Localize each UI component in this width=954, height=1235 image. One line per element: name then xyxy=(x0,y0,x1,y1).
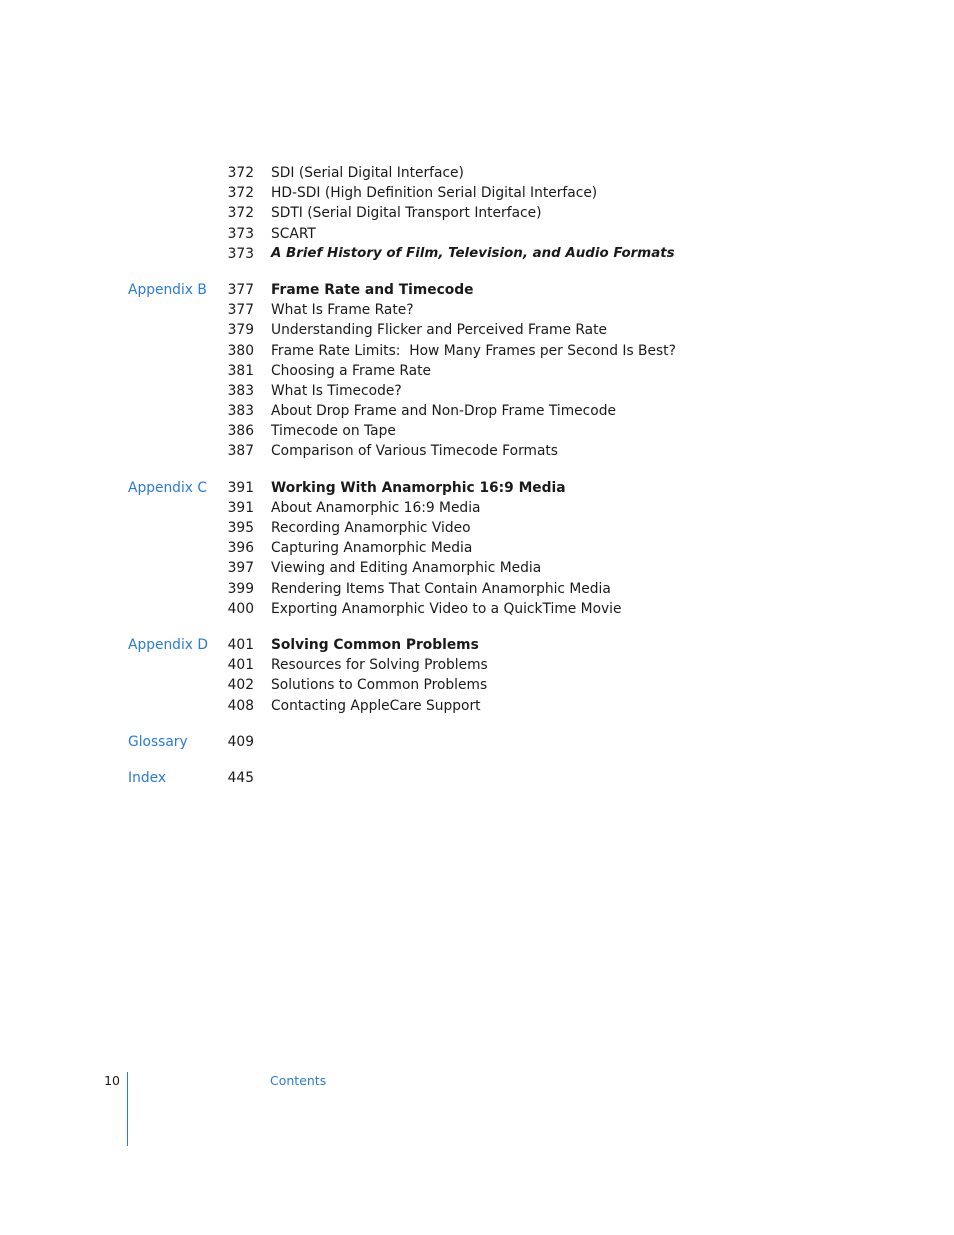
toc-entry[interactable] xyxy=(0,675,954,695)
toc-page-number: 402 xyxy=(227,677,254,694)
toc-entry[interactable] xyxy=(0,558,954,578)
toc-entry[interactable] xyxy=(0,696,954,716)
toc-entry[interactable] xyxy=(0,599,954,619)
toc-entry-title: A Brief History of Film, Television, and Audio Formats xyxy=(271,245,675,261)
toc-group-glossary xyxy=(0,732,954,752)
footer-divider xyxy=(127,1072,128,1146)
toc-group-continued xyxy=(0,163,954,264)
page-footer xyxy=(0,1070,954,1150)
toc-entry-title: Contacting AppleCare Support xyxy=(271,697,481,714)
toc-page-number: 401 xyxy=(227,636,254,653)
toc-entry-title: What Is Frame Rate? xyxy=(271,302,414,319)
index-link[interactable]: Index xyxy=(128,769,166,786)
toc-chapter-heading[interactable] xyxy=(0,478,954,498)
toc-entry-title: Recording Anamorphic Video xyxy=(271,520,471,536)
appendix-c-link[interactable]: Appendix C xyxy=(128,479,207,496)
toc-page-number: 409 xyxy=(227,733,254,750)
toc-entry-title: Rendering Items That Contain Anamorphic Media xyxy=(271,580,611,597)
toc-entry[interactable] xyxy=(0,518,954,538)
toc-entry[interactable] xyxy=(0,320,954,340)
toc-entry-title: SCART xyxy=(271,225,316,242)
toc-entry-title: Frame Rate Limits: How Many Frames per Second Is Best? xyxy=(271,342,676,359)
table-of-contents xyxy=(0,163,954,804)
toc-page-number: 445 xyxy=(227,769,254,786)
footer-page-number: 10 xyxy=(104,1073,120,1088)
toc-chapter-title: Solving Common Problems xyxy=(271,636,479,653)
toc-page-number: 397 xyxy=(227,560,254,577)
toc-entry-title: What Is Timecode? xyxy=(271,382,402,399)
toc-entry[interactable] xyxy=(0,655,954,675)
toc-page-number: 386 xyxy=(227,423,254,440)
toc-page-number: 381 xyxy=(227,362,254,379)
toc-entry-title: Exporting Anamorphic Video to a QuickTime Movie xyxy=(271,600,622,617)
toc-page-number: 383 xyxy=(227,403,254,420)
toc-group-appendix-b xyxy=(0,280,954,462)
toc-entry[interactable] xyxy=(0,300,954,320)
toc-entry-title: About Anamorphic 16:9 Media xyxy=(271,499,481,516)
appendix-d-link[interactable]: Appendix D xyxy=(128,636,208,653)
toc-page-number: 399 xyxy=(227,580,254,597)
toc-entry[interactable] xyxy=(0,401,954,421)
toc-entry[interactable] xyxy=(0,421,954,441)
toc-page-number: 372 xyxy=(227,165,254,181)
toc-chapter-heading[interactable] xyxy=(0,768,954,788)
toc-entry[interactable] xyxy=(0,381,954,401)
toc-group-appendix-c xyxy=(0,478,954,619)
toc-entry[interactable] xyxy=(0,163,954,183)
appendix-b-link[interactable]: Appendix B xyxy=(128,281,207,298)
toc-page-number: 379 xyxy=(227,322,254,339)
toc-page-number: 373 xyxy=(227,225,254,242)
toc-page-number: 380 xyxy=(227,342,254,359)
toc-page-number: 408 xyxy=(227,697,254,714)
toc-page-number: 391 xyxy=(227,479,254,496)
toc-page-number: 391 xyxy=(227,499,254,516)
toc-entry-title: Comparison of Various Timecode Formats xyxy=(271,443,558,460)
toc-entry-title: Choosing a Frame Rate xyxy=(271,362,432,379)
toc-chapter-title: Working With Anamorphic 16:9 Media xyxy=(271,479,566,496)
toc-entry[interactable] xyxy=(0,579,954,599)
toc-page-number: 377 xyxy=(227,302,254,319)
toc-entry[interactable] xyxy=(0,183,954,203)
toc-chapter-heading[interactable] xyxy=(0,635,954,655)
toc-entry[interactable] xyxy=(0,538,954,558)
toc-entry-title: HD-SDI (High Definition Serial Digital Interface) xyxy=(271,185,598,202)
toc-page-number: 377 xyxy=(227,281,254,298)
toc-entry[interactable] xyxy=(0,224,954,244)
toc-page-number: 383 xyxy=(227,382,254,399)
toc-page-number: 387 xyxy=(227,443,254,460)
toc-group-appendix-d xyxy=(0,635,954,716)
toc-page-number: 372 xyxy=(227,205,254,222)
toc-entry-title: About Drop Frame and Non-Drop Frame Timecode xyxy=(271,403,616,420)
toc-entry[interactable] xyxy=(0,361,954,381)
toc-entry-feature[interactable] xyxy=(0,244,954,264)
toc-entry-title: Solutions to Common Problems xyxy=(271,677,488,694)
toc-entry-title: Timecode on Tape xyxy=(271,423,396,440)
toc-page-number: 400 xyxy=(227,600,254,617)
toc-entry-title: SDI (Serial Digital Interface) xyxy=(271,165,464,181)
toc-page-number: 401 xyxy=(227,657,254,674)
toc-entry-title: SDTI (Serial Digital Transport Interface) xyxy=(271,205,542,222)
toc-entry-title: Capturing Anamorphic Media xyxy=(271,540,473,557)
toc-entry-title: Viewing and Editing Anamorphic Media xyxy=(271,560,542,577)
toc-entry[interactable] xyxy=(0,441,954,461)
toc-page-number: 395 xyxy=(227,520,254,536)
toc-chapter-title: Frame Rate and Timecode xyxy=(271,281,474,298)
toc-entry-title: Understanding Flicker and Perceived Frame Rate xyxy=(271,322,608,339)
toc-entry[interactable] xyxy=(0,498,954,518)
toc-chapter-heading[interactable] xyxy=(0,280,954,300)
toc-chapter-heading[interactable] xyxy=(0,732,954,752)
toc-entry[interactable] xyxy=(0,203,954,223)
toc-page-number: 372 xyxy=(227,185,254,202)
toc-page-number: 396 xyxy=(227,540,254,557)
toc-group-index xyxy=(0,768,954,788)
toc-page-number: 373 xyxy=(227,245,254,262)
toc-entry[interactable] xyxy=(0,341,954,361)
toc-entry-title: Resources for Solving Problems xyxy=(271,657,488,674)
glossary-link[interactable]: Glossary xyxy=(128,733,188,750)
footer-section-link[interactable]: Contents xyxy=(270,1073,327,1088)
